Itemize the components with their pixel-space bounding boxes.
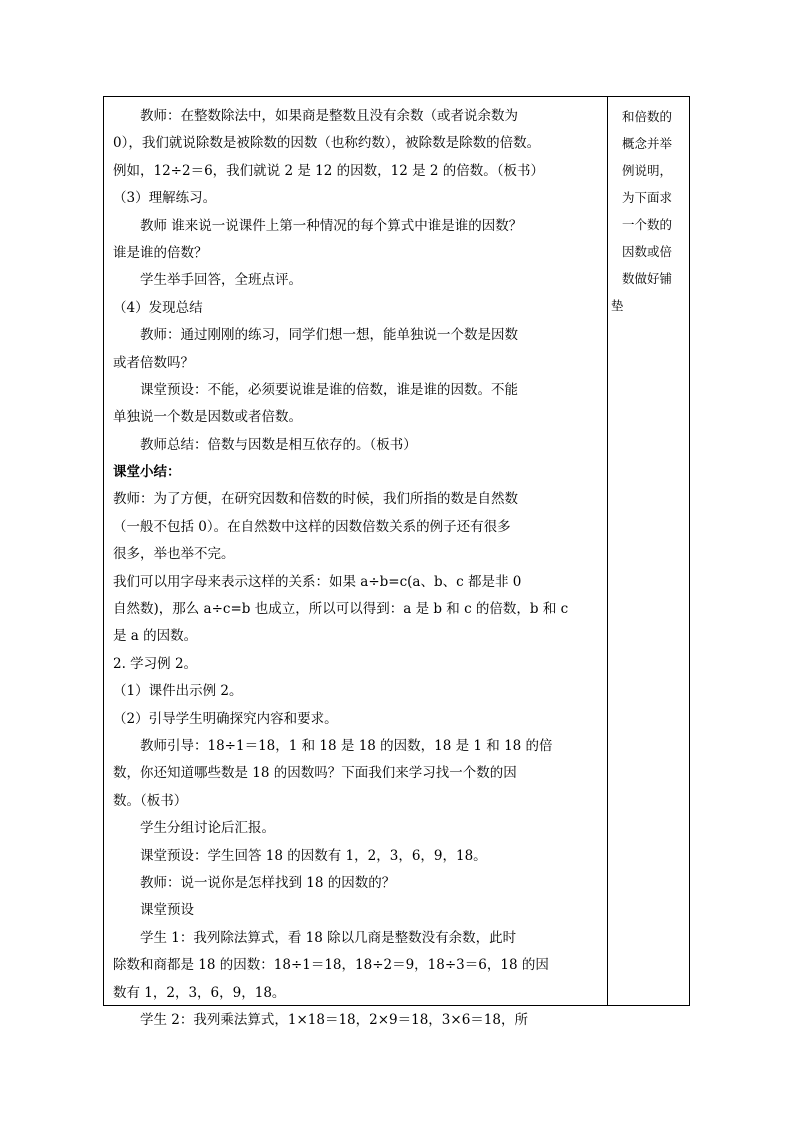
text-line: 数有 1，2，3，6，9，18。 <box>113 984 286 1001</box>
side-text-line: 例说明， <box>621 163 672 178</box>
text-line: 学生 2：我列乘法算式，1×18＝18，2×9＝18，3×6＝18，所 <box>140 1011 528 1028</box>
text-line: 教师：通过刚刚的练习，同学们想一想，能单独说一个数是因数 <box>140 327 518 344</box>
text-line: 谁是谁的倍数？ <box>113 244 208 261</box>
text-line: 课堂预设：不能，必须要说谁是谁的倍数，谁是谁的因数。不能 <box>140 381 518 398</box>
section-heading: 课堂小结： <box>113 464 181 481</box>
text-line: 很多，举也举不完。 <box>113 546 235 563</box>
lesson-table <box>103 96 690 1028</box>
text-line: 教师总结：倍数与因数是相互依存的。（板书） <box>140 436 417 453</box>
text-line: （1）课件出示例 2。 <box>113 683 243 700</box>
text-line: 0），我们就说除数是被除数的因数（也称约数），被除数是除数的倍数。 <box>113 135 541 152</box>
text-line: 课堂预设：学生回答 18 的因数有 1，2，3，6，9，18。 <box>140 847 487 864</box>
text-line: 教师：说一说你是怎样找到 18 的因数的？ <box>140 874 396 891</box>
side-text-line: 概念并举 <box>621 136 672 151</box>
text-line: 教师 谁来说一说课件上第一种情况的每个算式中谁是谁的因数？ <box>140 217 523 234</box>
text-line: 例如，12÷2＝6，我们就说 2 是 12 的因数，12 是 2 的倍数。（板书） <box>113 162 544 179</box>
side-text-line: 数做好铺 <box>621 271 672 286</box>
text-line: 单独说一个数是因数或者倍数。 <box>113 409 302 426</box>
text-line: 是 a 的因数。 <box>113 628 198 645</box>
text-line: （4）发现总结 <box>113 299 203 316</box>
text-line: 自然数)，那么 a÷c=b 也成立，所以可以得到：a 是 b 和 c 的倍数，b 和 c <box>113 601 569 618</box>
text-line: 学生举手回答，全班点评。 <box>140 272 302 289</box>
text-line: 教师：在整数除法中，如果商是整数且没有余数（或者说余数为 <box>140 108 518 124</box>
text-line: 数，你还知道哪些数是 18 的因数吗？下面我们来学习找一个数的因 <box>113 765 517 782</box>
text-line: 教师引导：18÷1＝18，1 和 18 是 18 的因数，18 是 1 和 18 的倍 <box>140 737 553 754</box>
text-line: （3）理解练习。 <box>113 190 217 207</box>
text-line: 2. 学习例 2。 <box>113 655 198 672</box>
text-line: 或者倍数吗？ <box>113 354 194 371</box>
column-divider <box>607 97 608 1005</box>
text-line: 学生 1：我列除法算式，看 18 除以几商是整数没有余数，此时 <box>140 929 517 946</box>
side-text-line: 一个数的 <box>621 217 672 232</box>
text-line: 教师：为了方便，在研究因数和倍数的时候，我们所指的数是自然数 <box>113 491 518 508</box>
side-text-line: 为下面求 <box>621 190 672 205</box>
side-text-line: 因数或倍 <box>621 244 672 259</box>
text-line: （2）引导学生明确探究内容和要求。 <box>113 710 338 727</box>
side-text-line: 和倍数的 <box>621 109 672 124</box>
side-text-line: 垫 <box>611 298 624 313</box>
text-line: 除数和商都是 18 的因数：18÷1＝18，18÷2＝9，18÷3＝6，18 的因 <box>113 957 549 974</box>
text-line: 课堂预设 <box>140 902 194 919</box>
text-line: 我们可以用字母来表示这样的关系：如果 a÷b=c(a、b、c 都是非 0 <box>113 573 522 590</box>
lesson-content-column <box>113 103 603 1034</box>
text-line: 学生分组讨论后汇报。 <box>140 820 275 837</box>
design-intent-column <box>611 103 683 319</box>
text-line: （一般不包括 0）。在自然数中这样的因数倍数关系的例子还有很多 <box>113 518 511 535</box>
text-line: 数。（板书） <box>113 792 188 809</box>
